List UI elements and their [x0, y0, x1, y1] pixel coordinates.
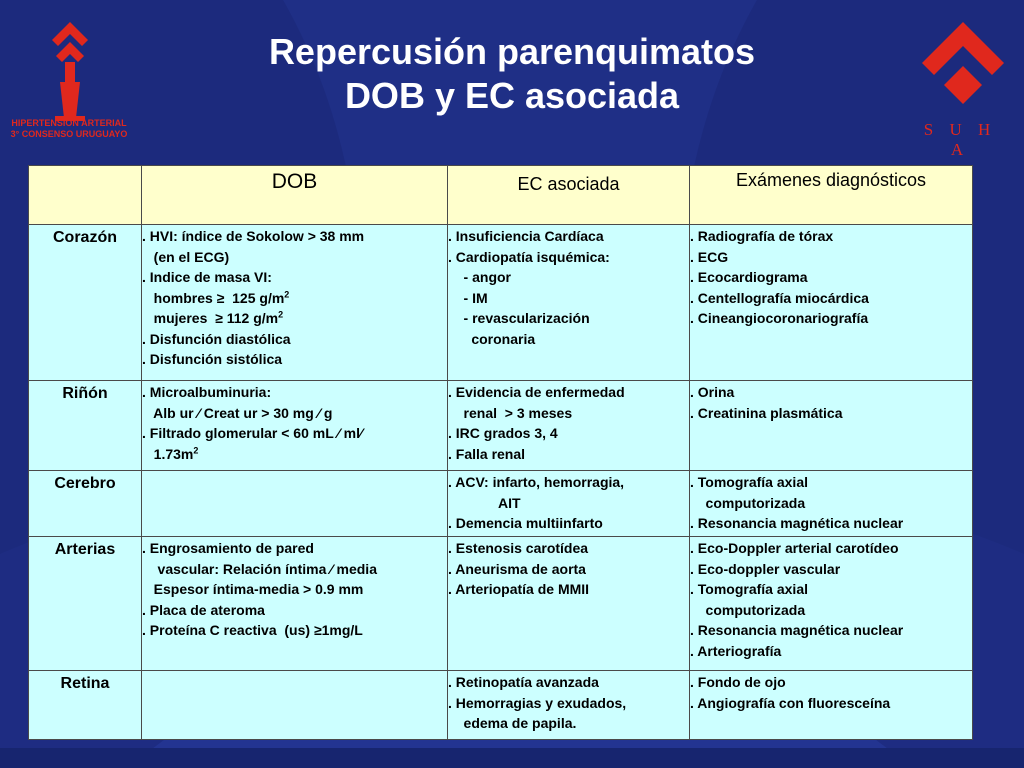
- list-item: . Eco-Doppler arterial carotídeo: [690, 540, 899, 556]
- cell-corazon-ec: [448, 225, 690, 381]
- list-item: renal > 3 meses: [448, 404, 573, 421]
- cell-rinon-dob: [142, 381, 448, 471]
- logo-left-caption: [4, 118, 134, 140]
- header-dob-label: DOB: [271, 170, 318, 193]
- table-row: [29, 381, 973, 471]
- row-label-corazon: Corazón: [29, 225, 142, 381]
- cell-retina-dob: [142, 671, 448, 740]
- list-item: . Centellografía miocárdica: [690, 289, 869, 306]
- list-item: computorizada: [690, 601, 806, 618]
- cell-arterias-dob: [142, 537, 448, 671]
- list-item: hombres ≥ 125 $g/m^2$: [142, 288, 290, 306]
- header-ec: [448, 166, 690, 225]
- list-item: . Cineangiocoronariografía: [690, 310, 869, 326]
- list-item: . Hemorragias y exudados,: [448, 694, 627, 711]
- list-item: . HVI: índice de Sokolow > 38 mm: [142, 228, 365, 244]
- cell-cerebro-ec: [448, 471, 690, 537]
- title-line2: DOB y EC asociada: [344, 75, 680, 116]
- superscript: 2: [193, 444, 199, 455]
- list-item: . Disfunción sistólica: [142, 351, 283, 367]
- list-item: AIT: [448, 494, 521, 511]
- list-item: Alb ur ⁄ Creat ur > 30 mg ⁄ g: [142, 404, 333, 421]
- list-item: . Tomografía axial: [690, 474, 808, 490]
- list-item: . Disfunción diastólica: [142, 330, 291, 347]
- list-item: . Proteína C reactiva (us) ≥1mg/L: [142, 622, 363, 638]
- list-item: . Insuficiencia Cardíaca: [448, 228, 604, 244]
- table-row: [29, 471, 973, 537]
- list-item: . Cardiopatía isquémica:: [448, 248, 610, 265]
- list-item: . Estenosis carotídea: [448, 540, 589, 556]
- list-item: - angor: [448, 269, 511, 285]
- header-exams-label: Exámenes diagnósticos: [735, 170, 927, 190]
- cell-rinon-exam: [690, 381, 973, 471]
- row-label-rinon: Riñón: [29, 381, 142, 471]
- list-item: coronaria: [448, 330, 536, 347]
- table-header-row: [29, 166, 973, 225]
- list-item: . Fondo de ojo: [690, 674, 786, 690]
- cell-corazon-exam: [690, 225, 973, 381]
- header-ec-label: EC asociada: [517, 174, 620, 194]
- list-item: - revascularización: [448, 310, 590, 326]
- logo-left-line2: 3° CONSENSO URUGUAYO: [10, 129, 128, 139]
- list-item: . Engrosamiento de pared: [142, 540, 314, 556]
- table-row: [29, 671, 973, 740]
- slide-title: [200, 30, 824, 118]
- list-item: . Filtrado glomerular < 60 mL ⁄ ml⁄: [142, 425, 363, 441]
- list-item: . Resonancia magnética nuclear: [690, 515, 904, 531]
- row-label-cerebro: Cerebro: [29, 471, 142, 537]
- row-label-retina: Retina: [29, 671, 142, 740]
- cell-arterias-ec: [448, 537, 690, 671]
- list-item: . ECG: [690, 248, 729, 265]
- list-item: Espesor íntima-media > 0.9 mm: [142, 581, 364, 597]
- list-item: . ACV: infarto, hemorragia,: [448, 474, 625, 490]
- list-item: . Eco-doppler vascular: [690, 560, 841, 577]
- list-item: . IRC grados 3, 4: [448, 425, 558, 441]
- header-empty-cell: [29, 166, 142, 225]
- list-item: . Resonancia magnética nuclear: [690, 622, 904, 638]
- cell-retina-exam: [690, 671, 973, 740]
- table-row: [29, 225, 973, 381]
- cell-arterias-exam: [690, 537, 973, 671]
- list-item: computorizada: [690, 494, 806, 511]
- cell-cerebro-dob: [142, 471, 448, 537]
- suha-diamond-logo-icon: [920, 20, 1006, 106]
- title-line1: Repercusión parenquimatos: [268, 31, 756, 72]
- cell-rinon-ec: [448, 381, 690, 471]
- suha-logo-text: S U H A: [923, 120, 997, 159]
- header-dob: [142, 166, 448, 225]
- list-item: . Creatinina plasmática: [690, 404, 843, 421]
- list-item: . Arteriopatía de MMII: [448, 581, 590, 597]
- list-item: . Indice de masa VI:: [142, 269, 272, 285]
- superscript: 2: [284, 288, 290, 299]
- list-item: . Demencia multiinfarto: [448, 515, 603, 531]
- cell-cerebro-exam: [690, 471, 973, 537]
- list-item: . Tomografía axial: [690, 581, 808, 597]
- list-item: . Angiografía con fluoresceína: [690, 694, 891, 711]
- list-item: . Falla renal: [448, 445, 526, 462]
- list-item: vascular: Relación íntima ⁄ media: [142, 560, 377, 577]
- list-item: edema de papila.: [448, 715, 577, 731]
- cell-corazon-dob: [142, 225, 448, 381]
- list-item: . Radiografía de tórax: [690, 228, 834, 244]
- table-row: [29, 537, 973, 671]
- list-item: . Arteriografía: [690, 642, 782, 659]
- header-exams: [690, 166, 973, 225]
- list-item: . Placa de ateroma: [142, 601, 265, 618]
- row-label-arterias: Arterias: [29, 537, 142, 671]
- logo-left-line1: HIPERTENSION ARTERIAL: [11, 118, 127, 128]
- list-item: . Microalbuminuria:: [142, 384, 272, 400]
- list-item: - IM: [448, 289, 488, 306]
- cell-retina-ec: [448, 671, 690, 740]
- list-item: $1.73m^2$: [142, 444, 199, 462]
- list-item: . Evidencia de enfermedad: [448, 384, 625, 400]
- list-item: . Ecocardiograma: [690, 269, 808, 285]
- superscript: 2: [278, 309, 284, 320]
- list-item: . Retinopatía avanzada: [448, 674, 599, 690]
- list-item: . Aneurisma de aorta: [448, 560, 586, 577]
- list-item: (en el ECG): [142, 248, 230, 265]
- list-item: mujeres ≥ 112 $g/m^2$: [142, 309, 284, 326]
- list-item: . Orina: [690, 384, 735, 400]
- organ-damage-table: [28, 165, 973, 740]
